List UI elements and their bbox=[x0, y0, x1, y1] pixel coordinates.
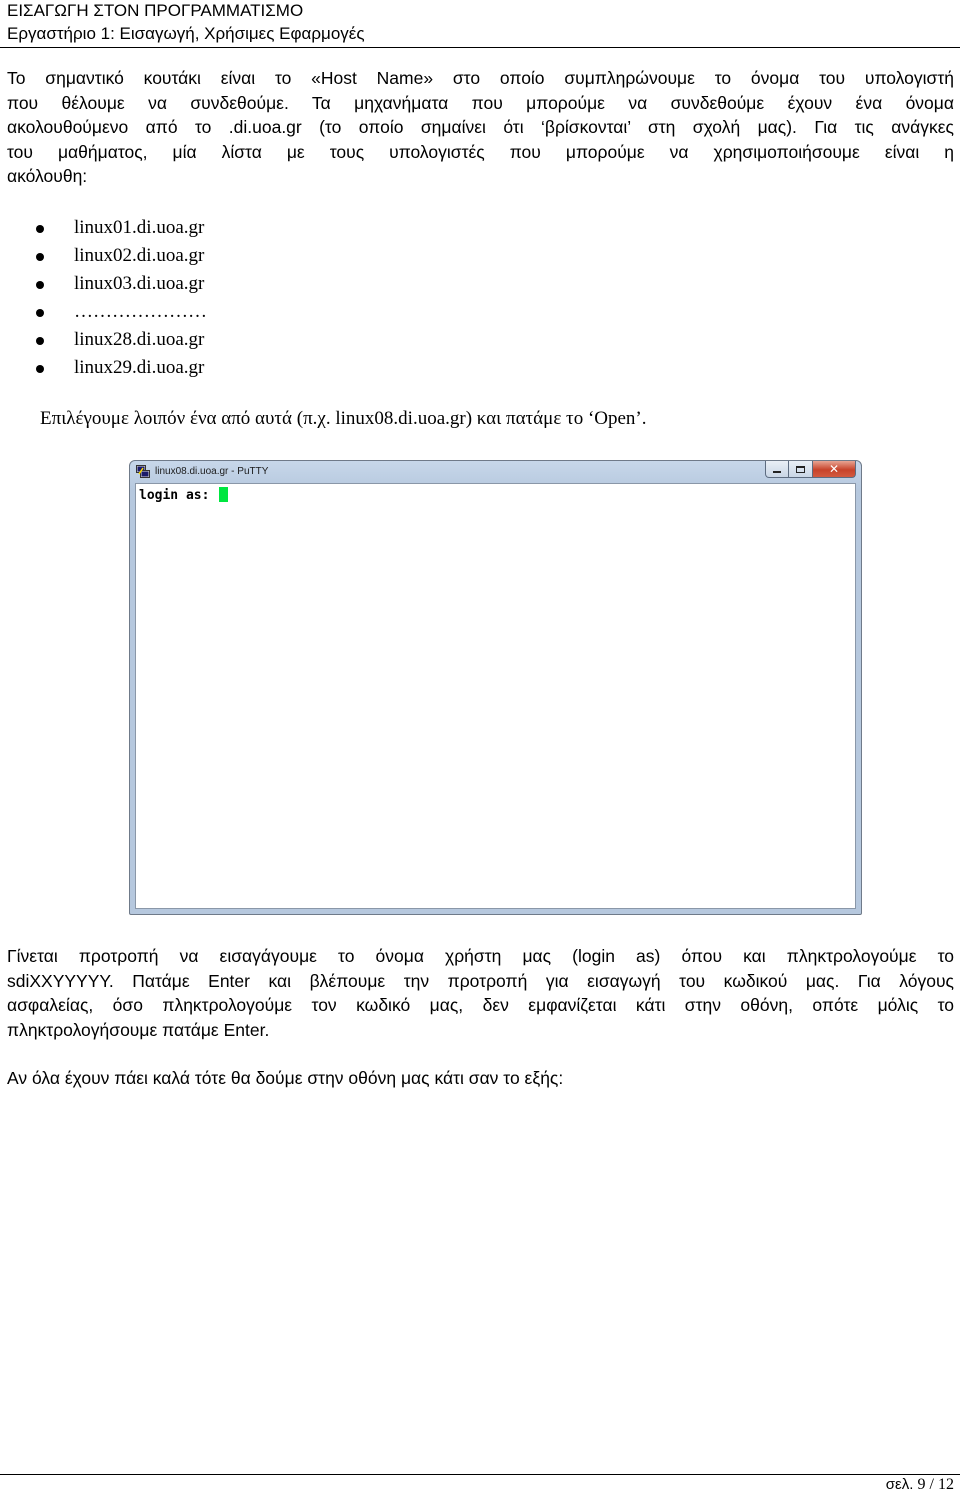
list-item bbox=[36, 270, 207, 298]
list-item bbox=[36, 326, 207, 354]
maximize-icon bbox=[796, 466, 805, 473]
page-footer bbox=[886, 1477, 954, 1493]
select-instruction: Επιλέγουμε λοιπόν ένα από αυτά (π.χ. linux08.di.uoa.gr) και πατάμε το ‘Open’. bbox=[40, 408, 647, 429]
window-title: linux08.di.uoa.gr - PuTTY bbox=[155, 466, 269, 477]
closing-sentence bbox=[7, 1066, 954, 1091]
course-title: ΕΙΣΑΓΩΓΗ ΣΤΟΝ ΠΡΟΓΡΑΜΜΑΤΙΣΜΟ bbox=[7, 1, 304, 20]
login-prompt: login as: bbox=[139, 488, 218, 503]
list-item bbox=[36, 354, 207, 382]
host-list bbox=[36, 214, 207, 382]
intro-paragraph bbox=[7, 66, 954, 189]
close-icon: ✕ bbox=[828, 461, 840, 476]
login-line: sdiXXYYYYY. Πατάμε Enter και βλέπουμε την προτροπή για εισαγωγή του κωδικού μας. Για λόγους bbox=[7, 970, 954, 991]
list-item bbox=[36, 214, 207, 242]
close-button[interactable] bbox=[813, 461, 856, 478]
page-number: 9 / 12 bbox=[917, 1476, 954, 1493]
footer-divider bbox=[0, 1474, 960, 1475]
host-name: linux28.di.uoa.gr bbox=[74, 329, 205, 350]
bullet-icon bbox=[36, 337, 44, 345]
minimize-button[interactable] bbox=[765, 461, 789, 478]
login-line: ασφαλείας, όσο πληκτρολογούμε τον κωδικό μας, δεν εμφανίζεται κάτι στην οθόνη, οπότε μόλις το bbox=[7, 995, 954, 1015]
terminal-cursor bbox=[219, 487, 228, 502]
terminal-area[interactable] bbox=[135, 483, 856, 909]
window-titlebar[interactable] bbox=[130, 461, 861, 483]
closing-line: Αν όλα έχουν πάει καλά τότε θα δούμε στην οθόνη μας κάτι σαν το εξής: bbox=[7, 1068, 564, 1088]
page-header bbox=[7, 0, 365, 45]
lab-title: Εργαστήριο 1: Εισαγωγή, Χρήσιμες Εφαρμογές bbox=[7, 24, 365, 43]
maximize-button[interactable] bbox=[789, 461, 813, 478]
page-label: σελ. bbox=[885, 1476, 914, 1493]
putty-window bbox=[129, 460, 862, 915]
host-ellipsis: ………………… bbox=[74, 301, 207, 322]
putty-icon[interactable] bbox=[136, 465, 150, 478]
login-paragraph bbox=[7, 944, 954, 1042]
host-name: linux01.di.uoa.gr bbox=[74, 217, 205, 238]
intro-line: που θέλουμε να συνδεθούμε. Τα μηχανήματα που μπορούμε να συνδεθούμε έχουν ένα όνομα bbox=[7, 92, 954, 113]
login-line: πληκτρολογήσουμε πατάμε Enter. bbox=[7, 1019, 270, 1040]
host-name: linux02.di.uoa.gr bbox=[74, 245, 205, 266]
intro-line: Το σημαντικό κουτάκι είναι το «Host Name» στο οποίο συμπληρώνουμε το όνομα του υπολογιστή bbox=[7, 68, 954, 88]
bullet-icon bbox=[36, 253, 44, 261]
terminal-line bbox=[139, 487, 228, 504]
header-divider bbox=[0, 47, 960, 48]
bullet-icon bbox=[36, 225, 44, 233]
list-item bbox=[36, 298, 207, 326]
window-controls bbox=[765, 461, 856, 478]
host-name: linux29.di.uoa.gr bbox=[74, 357, 205, 378]
bullet-icon bbox=[36, 365, 44, 373]
bullet-icon bbox=[36, 309, 44, 317]
minimize-icon bbox=[773, 471, 781, 473]
login-line: Γίνεται προτροπή να εισαγάγουμε το όνομα χρήστη μας (login as) όπου και πληκτρολογούμε το bbox=[7, 946, 954, 966]
host-name: linux03.di.uoa.gr bbox=[74, 273, 205, 294]
bullet-icon bbox=[36, 281, 44, 289]
intro-line: του μαθήματος, μία λίστα με τους υπολογιστές που μπορούμε να χρησιμοποιήσουμε είναι η bbox=[7, 141, 954, 162]
intro-line: ακόλουθη: bbox=[7, 166, 88, 186]
list-item bbox=[36, 242, 207, 270]
intro-line: ακολουθούμενο από το .di.uoa.gr (το οποίο σημαίνει ότι ‘βρίσκονται’ στη σχολή μας). Για τις ανάγκες bbox=[7, 117, 954, 137]
